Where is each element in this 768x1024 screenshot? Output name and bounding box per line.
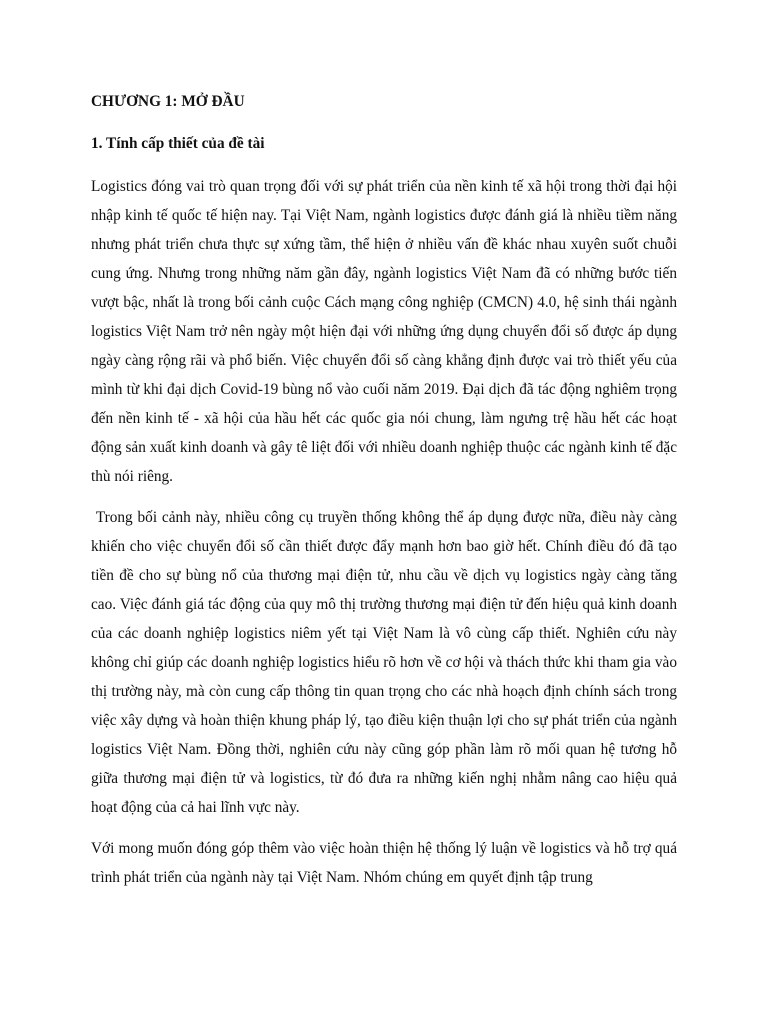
section-title: 1. Tính cấp thiết của đề tài — [91, 135, 265, 152]
body-paragraph: Với mong muốn đóng góp thêm vào việc hoàn thiện hệ thống lý luận về logistics và hỗ trợ quá trình phát triển của ngành này tại Việt Nam. Nhóm chúng em quyết định tập trung — [91, 840, 677, 886]
chapter-title: CHƯƠNG 1: MỞ ĐẦU — [91, 93, 245, 110]
body-paragraph: Trong bối cảnh này, nhiều công cụ truyền thống không thể áp dụng được nữa, điều này càng khiến cho việc chuyển đổi số cần thiết được đẩy mạnh hơn bao giờ hết. Chính điều đó đã tạo tiền đề cho sự bùng nổ của thương mại điện tử, nhu cầu về dịch vụ logistics ngày càng tăng cao. Việc đánh giá tác động của quy mô thị trường thương mại điện tử đến hiệu quả kinh doanh của các doanh nghiệp logistics niêm yết tại Việt Nam là vô cùng cấp thiết. Nghiên cứu này không chỉ giúp các doanh nghiệp logistics hiểu rõ hơn về cơ hội và thách thức khi tham gia vào thị trường này, mà còn cung cấp thông tin quan trọng cho các nhà hoạch định chính sách trong việc xây dựng và hoàn thiện khung pháp lý, tạo điều kiện thuận lợi cho sự phát triển của ngành logistics Việt Nam. Đồng thời, nghiên cứu này cũng góp phần làm rõ mối quan hệ tương hỗ giữa thương mại điện tử và logistics, từ đó đưa ra những kiến nghị nhằm nâng cao hiệu quả hoạt động của cả hai lĩnh vực này. — [91, 509, 681, 816]
body-paragraph: Logistics đóng vai trò quan trọng đối với sự phát triển của nền kinh tế xã hội trong thời đại hội nhập kinh tế quốc tế hiện nay. Tại Việt Nam, ngành logistics được đánh giá là nhiều tiềm năng nhưng phát triển chưa thực sự xứng tầm, thể hiện ở nhiều vấn đề khác nhau xuyên suốt chuỗi cung ứng. Nhưng trong những năm gần đây, ngành logistics Việt Nam đã có những bước tiến vượt bậc, nhất là trong bối cảnh cuộc Cách mạng công nghiệp (CMCN) 4.0, hệ sinh thái ngành logistics Việt Nam trở nên ngày một hiện đại với những ứng dụng chuyển đổi số được áp dụng ngày càng rộng rãi và phổ biến. Việc chuyển đổi số càng khẳng định được vai trò thiết yếu của mình từ khi đại dịch Covid-19 bùng nổ vào cuối năm 2019. Đại dịch đã tác động nghiêm trọng đến nền kinh tế - xã hội của hầu hết các quốc gia nói chung, làm ngưng trệ hầu hết các hoạt động sản xuất kinh doanh và gây tê liệt đối với nhiều doanh nghiệp thuộc các ngành kinh tế đặc thù nói riêng. — [91, 178, 677, 485]
